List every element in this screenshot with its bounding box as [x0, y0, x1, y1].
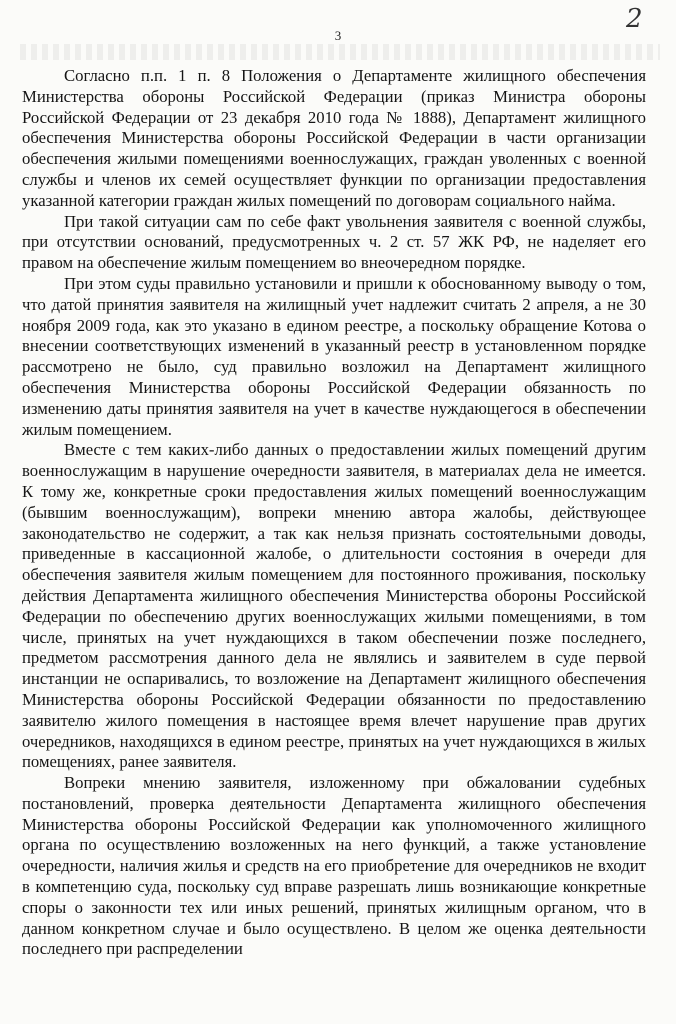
paragraph-registration-date: При этом суды правильно установили и пришли к обоснованному выводу о том, что датой принятия заявителя на жилищный учет надлежит считать 2 апреля, а не 30 ноября 2009 года, как это указано в едином реестре, а поскольку обращение Котова о внесении соответствующих изменений в указанный реестр в установленном порядке рассмотрено не было, суд правильно возложил на Департамент жилищного обеспечения Министерства обороны Российской Федерации обязанность по изменению даты принятия заявителя на учет в качестве нуждающегося в обеспечении жилым помещением. — [22, 273, 646, 439]
paragraph-court-competence: Вопреки мнению заявителя, изложенному при обжаловании судебных постановлений, проверка деятельности Департамента жилищного обеспечения Министерства обороны Российской Федерации как уполномоченного жилищного органа по осуществлению возложенных на него функций, а также установление очередности, наличия жилья и средств на его приобретение для очередников не входит в компетенцию суда, поскольку суд вправе разрешать лишь возникающие конкретные споры о законности тех или иных решений, принятых жилищным органом, что в данном конкретном случае и было осуществлено. В целом же оценка деятельности последнего при распределении — [22, 773, 646, 959]
bleed-through-text — [20, 44, 660, 60]
paragraph-dismissal-fact: При такой ситуации сам по себе факт увольнения заявителя с военной службы, при отсутствии оснований, предусмотренных ч. 2 ст. 57 ЖК РФ, не наделяет его правом на обеспечение жилым помещением во внеочередном порядке. — [22, 211, 646, 273]
document-body — [22, 66, 646, 960]
page-number: 3 — [334, 28, 342, 43]
paragraph-queue-order: Вместе с тем каких-либо данных о предоставлении жилых помещений другим военнослужащим в нарушение очередности заявителя, в материалах дела не имеется. К тому же, конкретные сроки предоставления жилых помещений военнослужащим (бывшим военнослужащим), вопреки мнению автора жалобы, действующее законодательство не содержит, а так как нельзя признать состоятельными доводы, приведенные в кассационной жалобе, о длительности состояния в очереди для обеспечения заявителя жилым помещением для постоянного проживания, поскольку действия Департамента жилищного обеспечения Министерства обороны Российской Федерации по обеспечению других военнослужащих жилыми помещениями, в том числе, принятых на учет нуждающихся в таком обеспечении позже последнего, предметом рассмотрения данного дела не являлись и заявителем в суде первой инстанции не оспаривались, то возложение на Департамент жилищного обеспечения Министерства обороны Российской Федерации обязанности по предоставлению заявителю жилого помещения в настоящее время влечет нарушение прав других очередников, находящихся в едином реестре, принятых на учет нуждающихся в жилых помещениях, ранее заявителя. — [22, 440, 646, 772]
paragraph-department-regulation: Согласно п.п. 1 п. 8 Положения о Департаменте жилищного обеспечения Министерства обороны Российской Федерации (приказ Министра обороны Российской Федерации от 23 декабря 2010 года № 1888), Департамент жилищного обеспечения Министерства обороны Российской Федерации в части организации обеспечения жилыми помещениями военнослужащих, граждан уволенных с военной службы и членов их семей осуществляет функции по организации предоставления указанной категории граждан жилых помещений по договорам социального найма. — [22, 66, 646, 210]
handwritten-sheet-number: 2 — [626, 4, 643, 34]
